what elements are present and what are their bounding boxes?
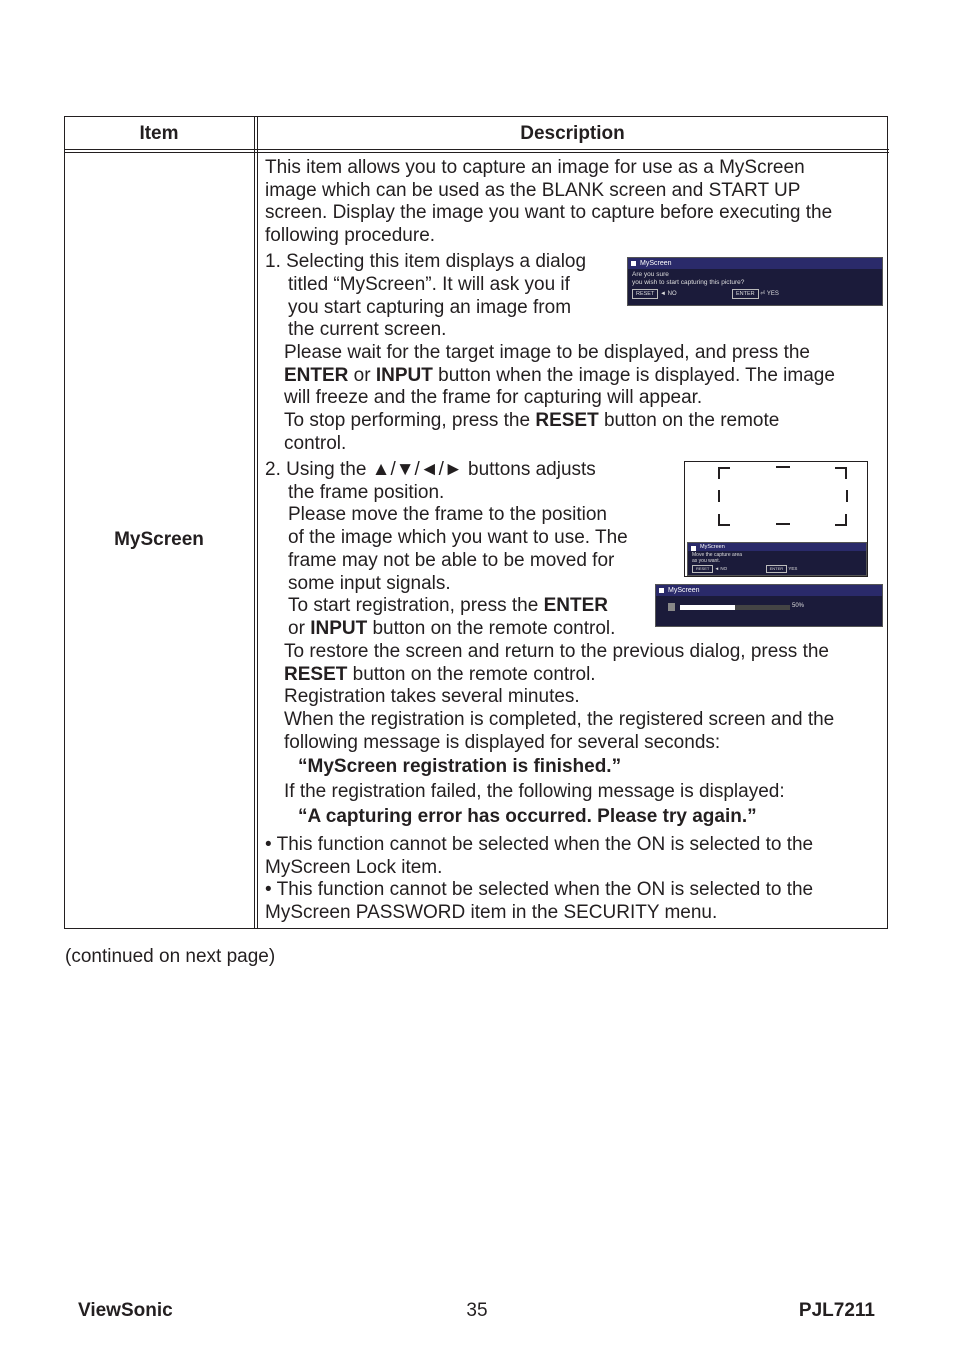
column-header-description: Description (520, 123, 625, 144)
step2-line: To start registration, press the ENTER (288, 595, 608, 616)
table-column-divider (254, 116, 255, 929)
dialog-text: you wish to start capturing this picture? (632, 279, 745, 286)
table-header-divider (64, 152, 889, 153)
frame-corner-bottom-right (835, 514, 847, 526)
step1-wait-line: Please wait for the target image to be displayed, and press the (284, 342, 810, 363)
step1-line: the current screen. (288, 319, 447, 340)
table-column-divider (257, 116, 258, 929)
enter-key[interactable]: ENTER (766, 565, 788, 573)
note-line: MyScreen Lock item. (265, 856, 443, 878)
restore-line: RESET button on the remote control. (284, 664, 596, 685)
step2-line: of the image which you want to use. The (288, 527, 628, 548)
footer-model: PJL7211 (798, 1300, 875, 1321)
no-label[interactable]: NO (720, 566, 728, 571)
hourglass-icon (668, 603, 675, 611)
yes-label[interactable]: YES (788, 566, 798, 571)
notes (265, 834, 813, 925)
step1-line: you start capturing an image from (288, 297, 572, 318)
move-frame-dialog (687, 542, 867, 576)
no-label[interactable]: NO (667, 291, 677, 297)
restore-line: To restore the screen and return to the previous dialog, press the (284, 641, 829, 662)
progress-fill (680, 605, 735, 610)
step1-line: 1. Selecting this item displays a dialog (265, 251, 587, 272)
step1-wait-line: To stop performing, press the RESET button on the remote (284, 410, 780, 431)
intro-line: image which can be used as the BLANK screen and START UP (265, 179, 801, 201)
step1-wait-line: control. (284, 433, 347, 454)
footer-brand: ViewSonic (78, 1300, 173, 1321)
reset-key[interactable]: RESET (632, 289, 658, 299)
intro-line: screen. Display the image you want to capture before executing the (265, 202, 833, 224)
table-header-divider (64, 149, 889, 150)
success-message: “MyScreen registration is finished.” (298, 756, 622, 777)
dialog-title: MyScreen (688, 543, 866, 551)
left-arrow-icon: ◄ (660, 291, 666, 297)
step2-line: 2. Using the ▲/▼/◄/► buttons adjusts (265, 459, 596, 480)
dialog-text: as you want. (692, 558, 721, 564)
note-line: • This function cannot be selected when the ON is selected to the (265, 834, 814, 855)
dialog-title: MyScreen (628, 258, 882, 269)
restore-line: When the registration is completed, the registered screen and the (284, 709, 835, 730)
frame-mark-top (776, 466, 790, 468)
frame-mark-left (718, 490, 720, 502)
step1-wait-line: ENTER or INPUT button when the image is displayed. The image (284, 365, 835, 386)
dialog-text: Move the capture area (692, 552, 743, 558)
registration-progress-dialog (655, 584, 883, 627)
myscreen-confirm-dialog (627, 257, 883, 306)
progress-track (680, 605, 790, 610)
enter-key[interactable]: ENTER (732, 289, 759, 299)
frame-mark-bottom (776, 523, 790, 525)
page-number: 35 (466, 1300, 488, 1321)
dialog-title: MyScreen (656, 585, 882, 596)
step1-line: titled “MyScreen”. It will ask you if (288, 274, 570, 295)
step2-line: or INPUT button on the remote control. (288, 618, 616, 639)
dialog-text: Are you sure (632, 271, 669, 278)
restore-line: following message is displayed for several seconds: (284, 732, 721, 753)
frame-mark-right (846, 490, 848, 502)
frame-corner-bottom-left (718, 514, 730, 526)
continued-note: (continued on next page) (65, 946, 276, 967)
intro-line: following procedure. (265, 225, 436, 247)
intro-text (265, 157, 832, 248)
restore-line: If the registration failed, the following message is displayed: (284, 781, 785, 802)
step2-line: some input signals. (288, 573, 451, 594)
restore-line: Registration takes several minutes. (284, 686, 580, 707)
reset-key[interactable]: RESET (692, 565, 713, 573)
frame-corner-top-right (835, 467, 847, 479)
step2-line: frame may not be able to be moved for (288, 550, 615, 571)
item-label: MyScreen (114, 529, 204, 550)
yes-label[interactable]: YES (766, 291, 779, 297)
step2-line: the frame position. (288, 482, 445, 503)
error-message: “A capturing error has occurred. Please try again.” (298, 806, 757, 827)
note-line: • This function cannot be selected when the ON is selected to the (265, 879, 814, 901)
column-header-item: Item (139, 123, 179, 144)
left-arrow-icon: ◄ (714, 566, 720, 571)
progress-label: 50% (792, 603, 805, 609)
step1-wait-line: will freeze and the frame for capturing will appear. (284, 387, 703, 408)
frame-corner-top-left (718, 467, 730, 479)
note-line: MyScreen PASSWORD item in the SECURITY menu. (265, 902, 718, 924)
intro-line: This item allows you to capture an image for use as a MyScreen (265, 157, 805, 178)
capture-frame-illustration (684, 461, 868, 577)
enter-icon: ⏎ (760, 291, 766, 297)
step2-line: Please move the frame to the position (288, 504, 607, 525)
